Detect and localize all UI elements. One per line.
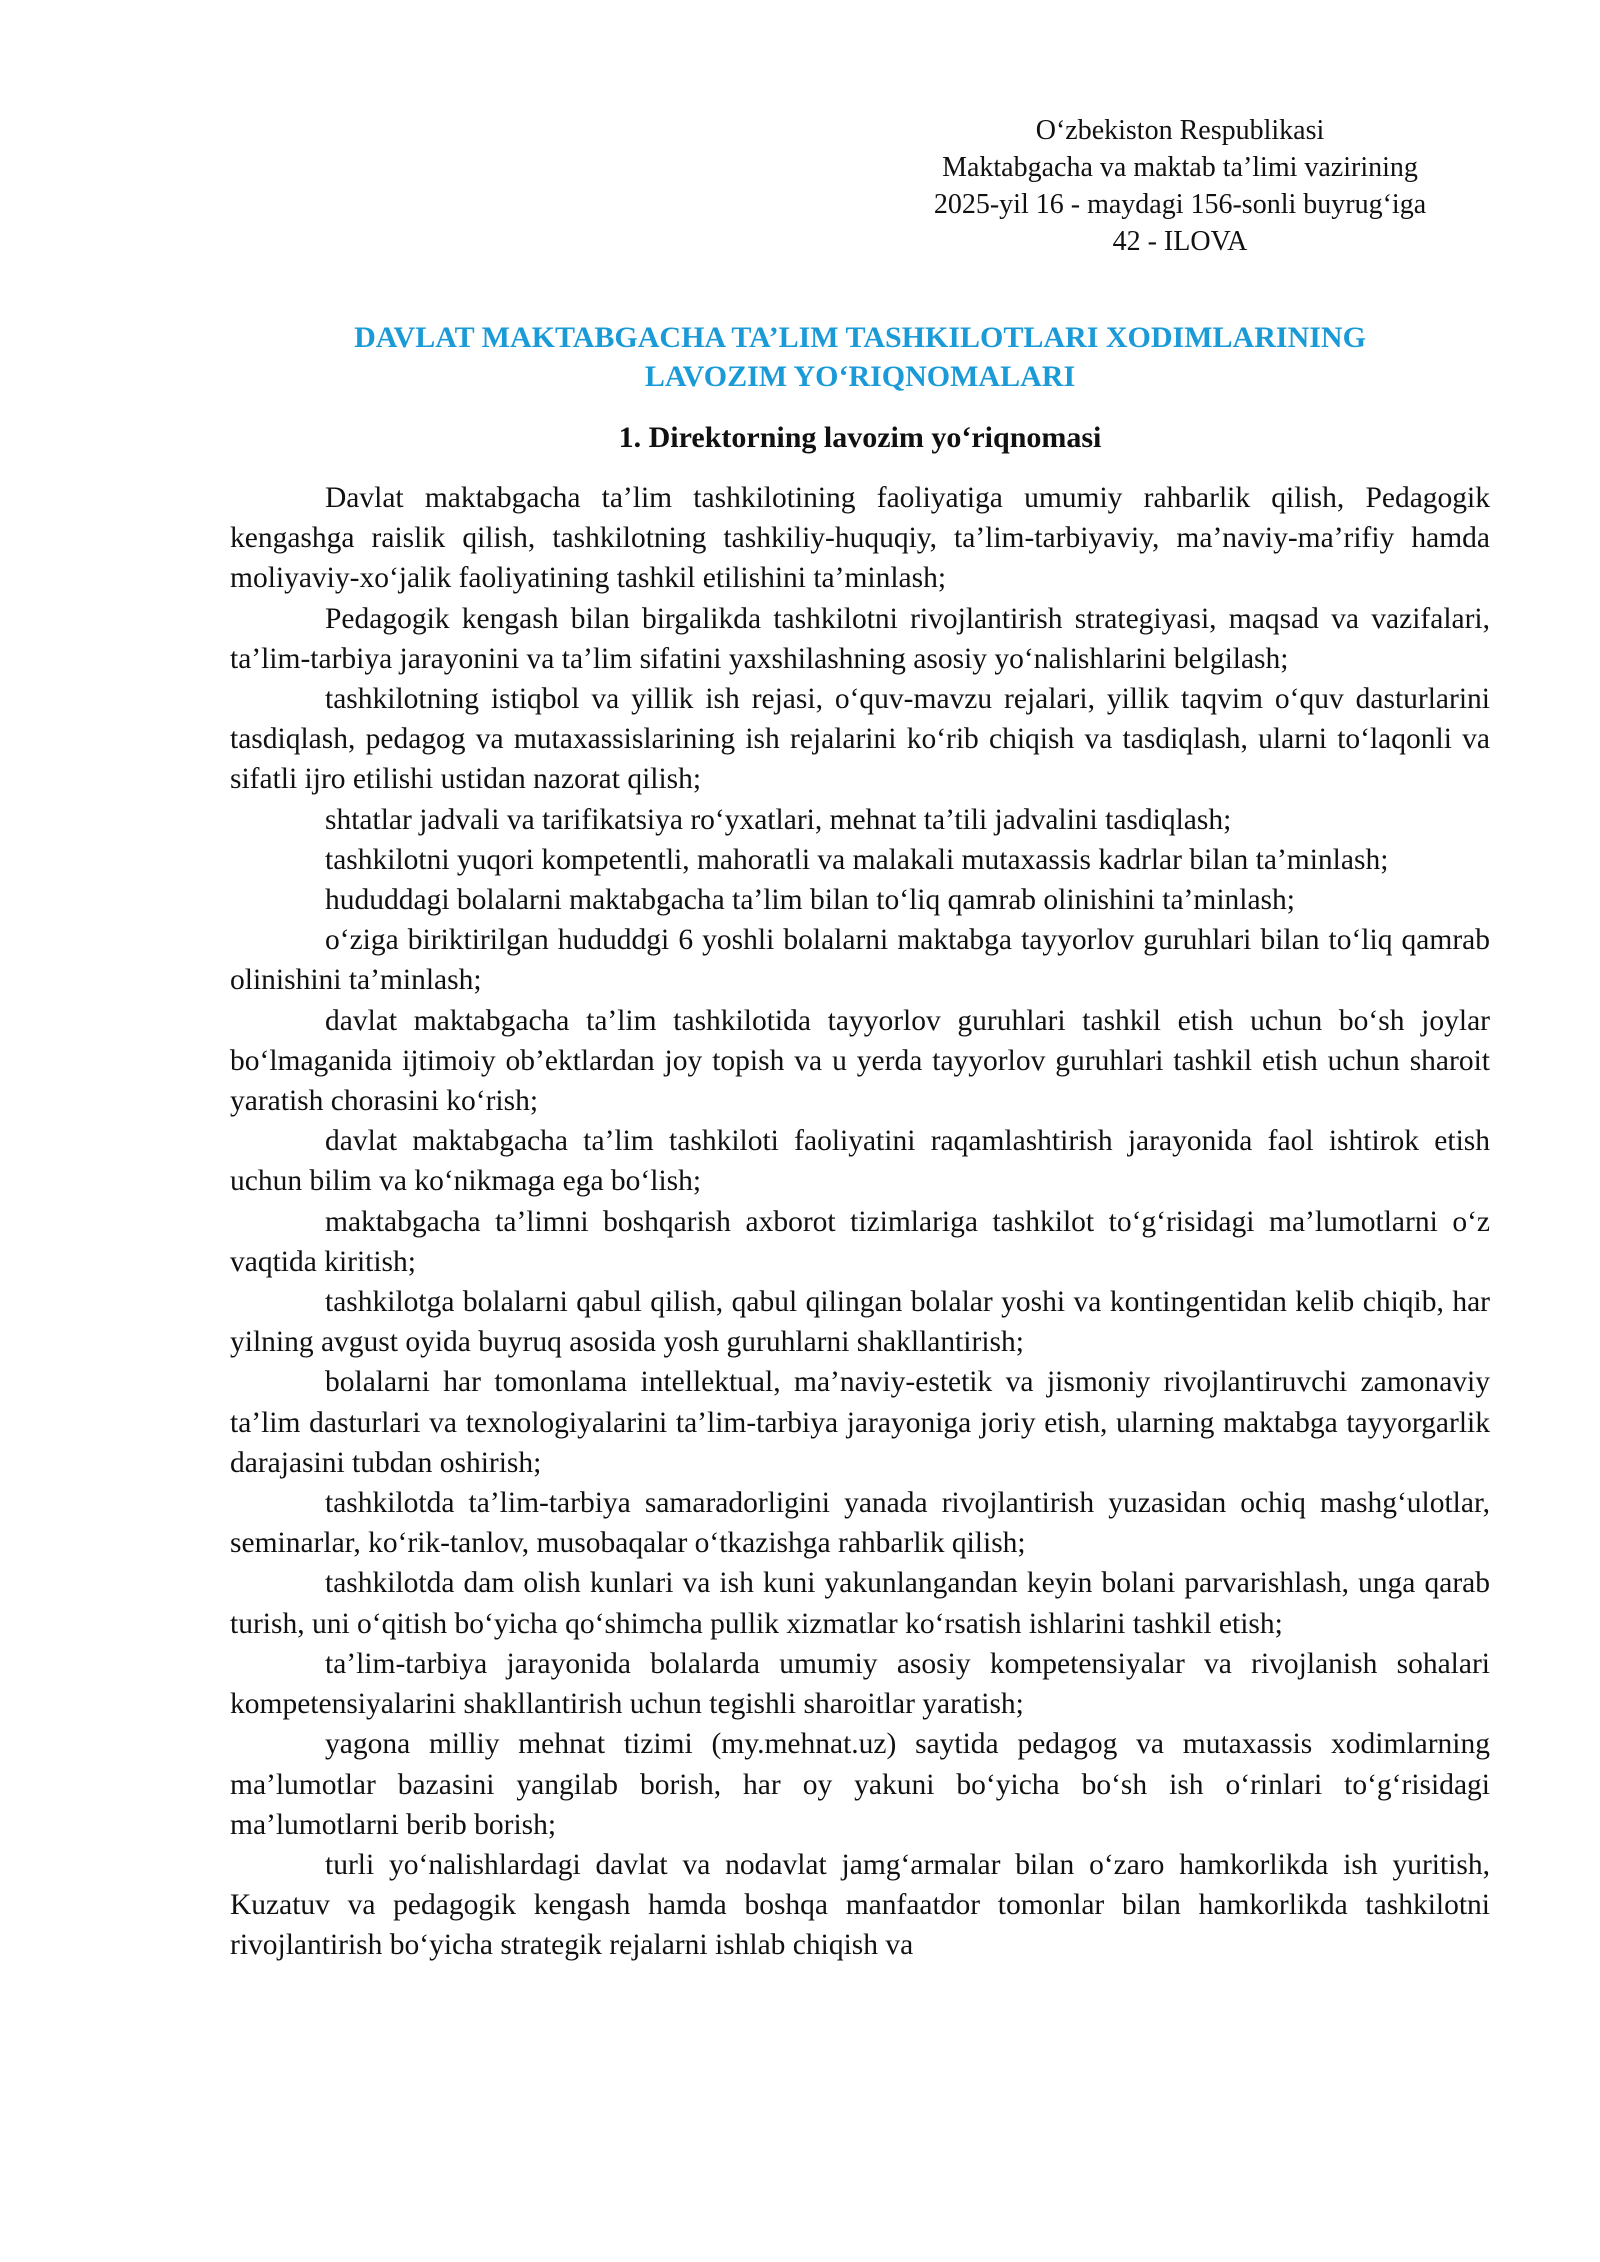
body-paragraph: shtatlar jadvali va tarifikatsiya ro‘yxatlari, mehnat ta’tili jadvalini tasdiqlash; (325, 803, 1232, 836)
body-paragraph: maktabgacha ta’limni boshqarish axborot tizimlariga tashkilot to‘g‘risidagi ma’lumotlarni o‘z vaqtida kiritish; (230, 1205, 1490, 1278)
body-paragraph: davlat maktabgacha ta’lim tashkilotida tayyorlov guruhlari tashkil etish uchun bo‘sh joylar bo‘lmaganida ijtimoiy ob’ektlardan joy topish va u yerda tayyorlov guruhlari tashkil etish uchun sharoit yaratish chorasini ko‘rish; (230, 1004, 1490, 1118)
body-paragraph: bolalarni har tomonlama intellektual, ma’naviy-estetik va jismoniy rivojlantiruvchi zamonaviy ta’lim dasturlari va texnologiyalarini ta’lim-tarbiya jarayoniga joriy etish, ularning maktabga tayyorgarlik darajasini tubdan oshirish; (230, 1366, 1490, 1479)
body-paragraph: yagona milliy mehnat tizimi (my.mehnat.uz) saytida pedagog va mutaxassis xodimlarning ma’lumotlar bazasini yangilab borish, har oy yakuni bo‘yicha bo‘sh ish o‘rinlari to‘g‘risidagi ma’lumotlarni berib borish; (230, 1728, 1490, 1841)
body-paragraph: Davlat maktabgacha ta’lim tashkilotining faoliyatiga umumiy rahbarlik qilish, Pedagogik kengashga raislik qilish, tashkilotning tashkiliy-huquqiy, ta’lim-tarbiyaviy, ma’naviy-ma’rifiy hamda moliyaviy-xo‘jalik faoliyatining tashkil etilishini ta’minlash; (230, 482, 1490, 595)
approval-header (870, 112, 1490, 260)
header-line-order: 2025-yil 16 - maydagi 156-sonli buyrug‘iga (933, 189, 1427, 220)
body-paragraph: o‘ziga biriktirilgan hududdgi 6 yoshli bolalarni maktabga tayyorlov guruhlari bilan to‘liq qamrab olinishini ta’minlash; (230, 924, 1490, 997)
body-paragraph: tashkilotga bolalarni qabul qilish, qabul qilingan bolalar yoshi va kontingentidan kelib chiqib, har yilning avgust oyida buyruq asosida yosh guruhlarni shakllantirish; (230, 1286, 1490, 1359)
body-paragraph: hududdagi bolalarni maktabgacha ta’lim bilan to‘liq qamrab olinishini ta’minlash; (325, 884, 1295, 917)
header-line-country: O‘zbekiston Respublikasi (1035, 115, 1325, 146)
body-paragraph: turli yo‘nalishlardagi davlat va nodavlat jamg‘armalar bilan o‘zaro hamkorlikda ish yuritish, Kuzatuv va pedagogik kengash hamda boshqa manfaatdor tomonlar bilan hamkorlikda tashkilotni rivojlantirish bo‘yicha strategik rejalarni ishlab chiqish va (230, 1848, 1490, 1962)
body-paragraph: davlat maktabgacha ta’lim tashkiloti faoliyatini raqamlashtirish jarayonida faol ishtirok etish uchun bilim va ko‘nikmaga ega bo‘lish; (230, 1125, 1490, 1198)
section-heading: 1. Direktorning lavozim yo‘riqnomasi (618, 421, 1102, 454)
header-line-appendix: 42 - ILOVA (1112, 226, 1248, 257)
document-title (230, 318, 1490, 396)
header-line-ministry: Maktabgacha va maktab ta’limi vazirining (942, 152, 1418, 183)
document-title-line-2: LAVOZIM YO‘RIQNOMALARI (644, 360, 1076, 393)
body-paragraph: tashkilotda ta’lim-tarbiya samaradorligini yanada rivojlantirish yuzasidan ochiq mashg‘ulotlar, seminarlar, ko‘rik-tanlov, musobaqalar o‘tkazishga rahbarlik qilish; (230, 1487, 1490, 1560)
body-paragraph: ta’lim-tarbiya jarayonida bolalarda umumiy asosiy kompetensiyalar va rivojlanish sohalari kompetensiyalarini shakllantirish uchun tegishli sharoitlar yaratish; (230, 1647, 1490, 1721)
body-paragraph: tashkilotni yuqori kompetentli, mahoratli va malakali mutaxassis kadrlar bilan ta’minlash; (325, 843, 1389, 876)
document-body (230, 478, 1490, 1966)
body-paragraph: tashkilotning istiqbol va yillik ish rejasi, o‘quv-mavzu rejalari, yillik taqvim o‘quv dasturlarini tasdiqlash, pedagog va mutaxassislarining ish rejalarini ko‘rib chiqish va tasdiqlash, ularni to‘laqonli va sifatli ijro etilishi ustidan nazorat qilish; (230, 683, 1490, 796)
document-title-line-1: DAVLAT MAKTABGACHA TA’LIM TASHKILOTLARI XODIMLARINING (354, 321, 1366, 354)
body-paragraph: Pedagogik kengash bilan birgalikda tashkilotni rivojlantirish strategiyasi, maqsad va vazifalari, ta’lim-tarbiya jarayonini va ta’lim sifatini yaxshilashning asosiy yo‘nalishlarini belgilash; (230, 602, 1490, 675)
body-paragraph: tashkilotda dam olish kunlari va ish kuni yakunlangandan keyin bolani parvarishlash, unga qarab turish, uni o‘qitish bo‘yicha qo‘shimcha pullik xizmatlar ko‘rsatish ishlarini tashkil etish; (230, 1567, 1490, 1640)
